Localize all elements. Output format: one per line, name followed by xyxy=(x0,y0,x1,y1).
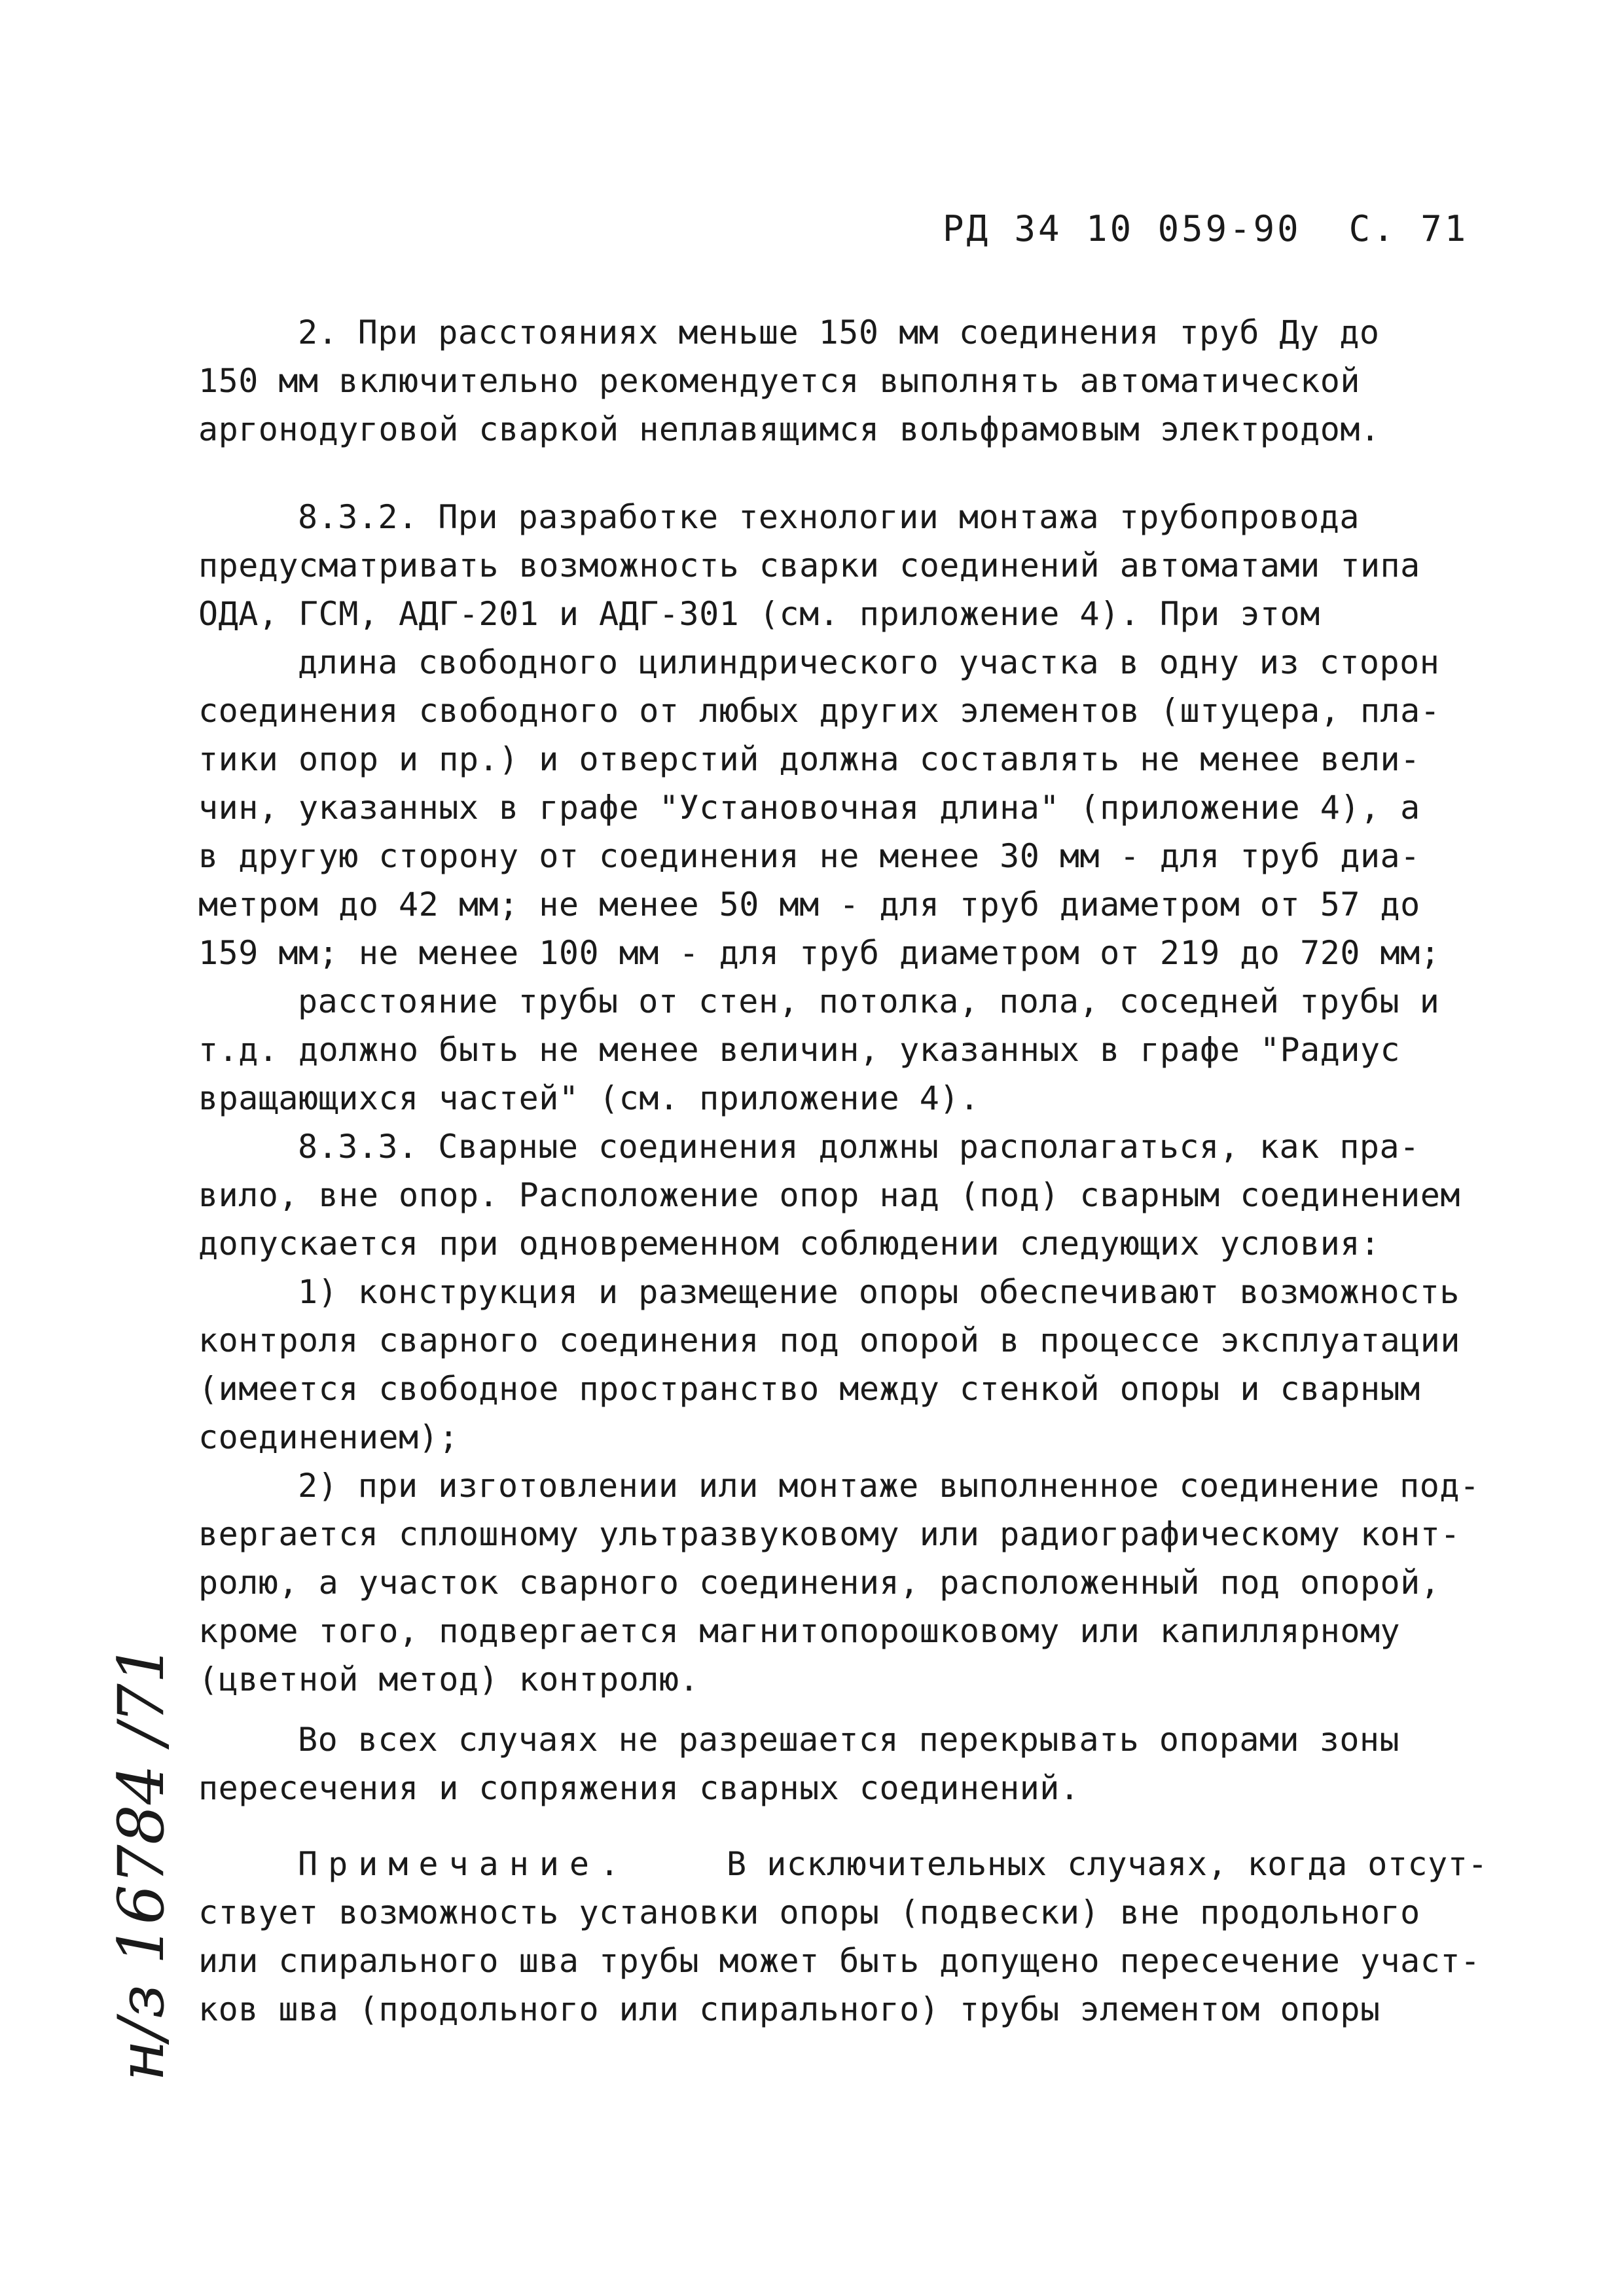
text-line: длина свободного цилиндрического участка в одну из сторон xyxy=(298,643,1440,681)
text-line: соединения свободного от любых других элементов (штуцера, пла- xyxy=(198,692,1441,730)
text-line: расстояние трубы от стен, потолка, пола, соседней трубы и xyxy=(298,982,1440,1020)
margin-handwritten-number: н/з 16784 /71 xyxy=(105,1643,178,2081)
text-line: в другую сторону от соединения не менее 30 мм - для труб диа- xyxy=(198,837,1420,875)
text-line: тики опор и пр.) и отверстий должна составлять не менее вели- xyxy=(198,740,1420,778)
text-line: 159 мм; не менее 100 мм - для труб диаметром от 219 до 720 мм; xyxy=(198,934,1441,972)
text-line: пересечения и сопряжения сварных соединений. xyxy=(198,1769,1080,1807)
text-line: (цветной метод) контролю. xyxy=(198,1660,700,1698)
text-line: вращающихся частей" (см. приложение 4). xyxy=(198,1079,980,1117)
text-line: 2. При расстояниях меньше 150 мм соединения труб Ду до xyxy=(298,314,1380,351)
text-line: 8.3.3. Сварные соединения должны располагаться, как пра- xyxy=(298,1128,1420,1166)
text-line: предусматривать возможность сварки соединений автоматами типа xyxy=(198,547,1420,584)
text-line: метром до 42 мм; не менее 50 мм - для труб диаметром от 57 до xyxy=(198,886,1420,924)
page-header: РД 34 10 059-90 С. 71 xyxy=(943,208,1469,249)
text-line: В исключительных случаях, когда отсут- xyxy=(727,1845,1488,1883)
text-line: (имеется свободное пространство между стенкой опоры и сварным xyxy=(198,1370,1420,1408)
note-label: Примечание. xyxy=(298,1845,630,1883)
text-line: аргонодуговой сваркой неплавящимся вольфрамовым электродом. xyxy=(198,410,1380,448)
text-line: контроля сварного соединения под опорой в процессе эксплуатации xyxy=(198,1321,1460,1359)
text-line: 2) при изготовлении или монтаже выполненное соединение под- xyxy=(298,1467,1480,1505)
text-line: ствует возможность установки опоры (подвески) вне продольного xyxy=(198,1893,1420,1931)
text-line: вило, вне опор. Расположение опор над (под) сварным соединением xyxy=(198,1176,1460,1214)
text-line: чин, указанных в графе "Установочная длина" (приложение 4), а xyxy=(198,789,1420,827)
text-line: вергается сплошному ультразвуковому или радиографическому конт- xyxy=(198,1515,1460,1553)
text-line: соединением); xyxy=(198,1418,459,1456)
text-line: или спирального шва трубы может быть допущено пересечение участ- xyxy=(198,1942,1481,1980)
text-line: ков шва (продольного или спирального) трубы элементом опоры xyxy=(198,1990,1380,2028)
text-line: 1) конструкция и размещение опоры обеспечивают возможность xyxy=(298,1273,1460,1311)
text-line: ОДА, ГСМ, АДГ-201 и АДГ-301 (см. приложение 4). При этом xyxy=(198,595,1320,633)
text-line: 8.3.2. При разработке технологии монтажа трубопровода xyxy=(298,498,1360,536)
text-line: Во всех случаях не разрешается перекрывать опорами зоны xyxy=(298,1721,1400,1759)
text-line: т.д. должно быть не менее величин, указанных в графе "Радиус xyxy=(198,1031,1401,1069)
text-line: кроме того, подвергается магнитопорошковому или капиллярному xyxy=(198,1612,1401,1650)
text-line: ролю, а участок сварного соединения, расположенный под опорой, xyxy=(198,1564,1441,1602)
text-line: 150 мм включительно рекомендуется выполнять автоматической xyxy=(198,362,1360,400)
text-line: допускается при одновременном соблюдении следующих условия: xyxy=(198,1225,1380,1263)
